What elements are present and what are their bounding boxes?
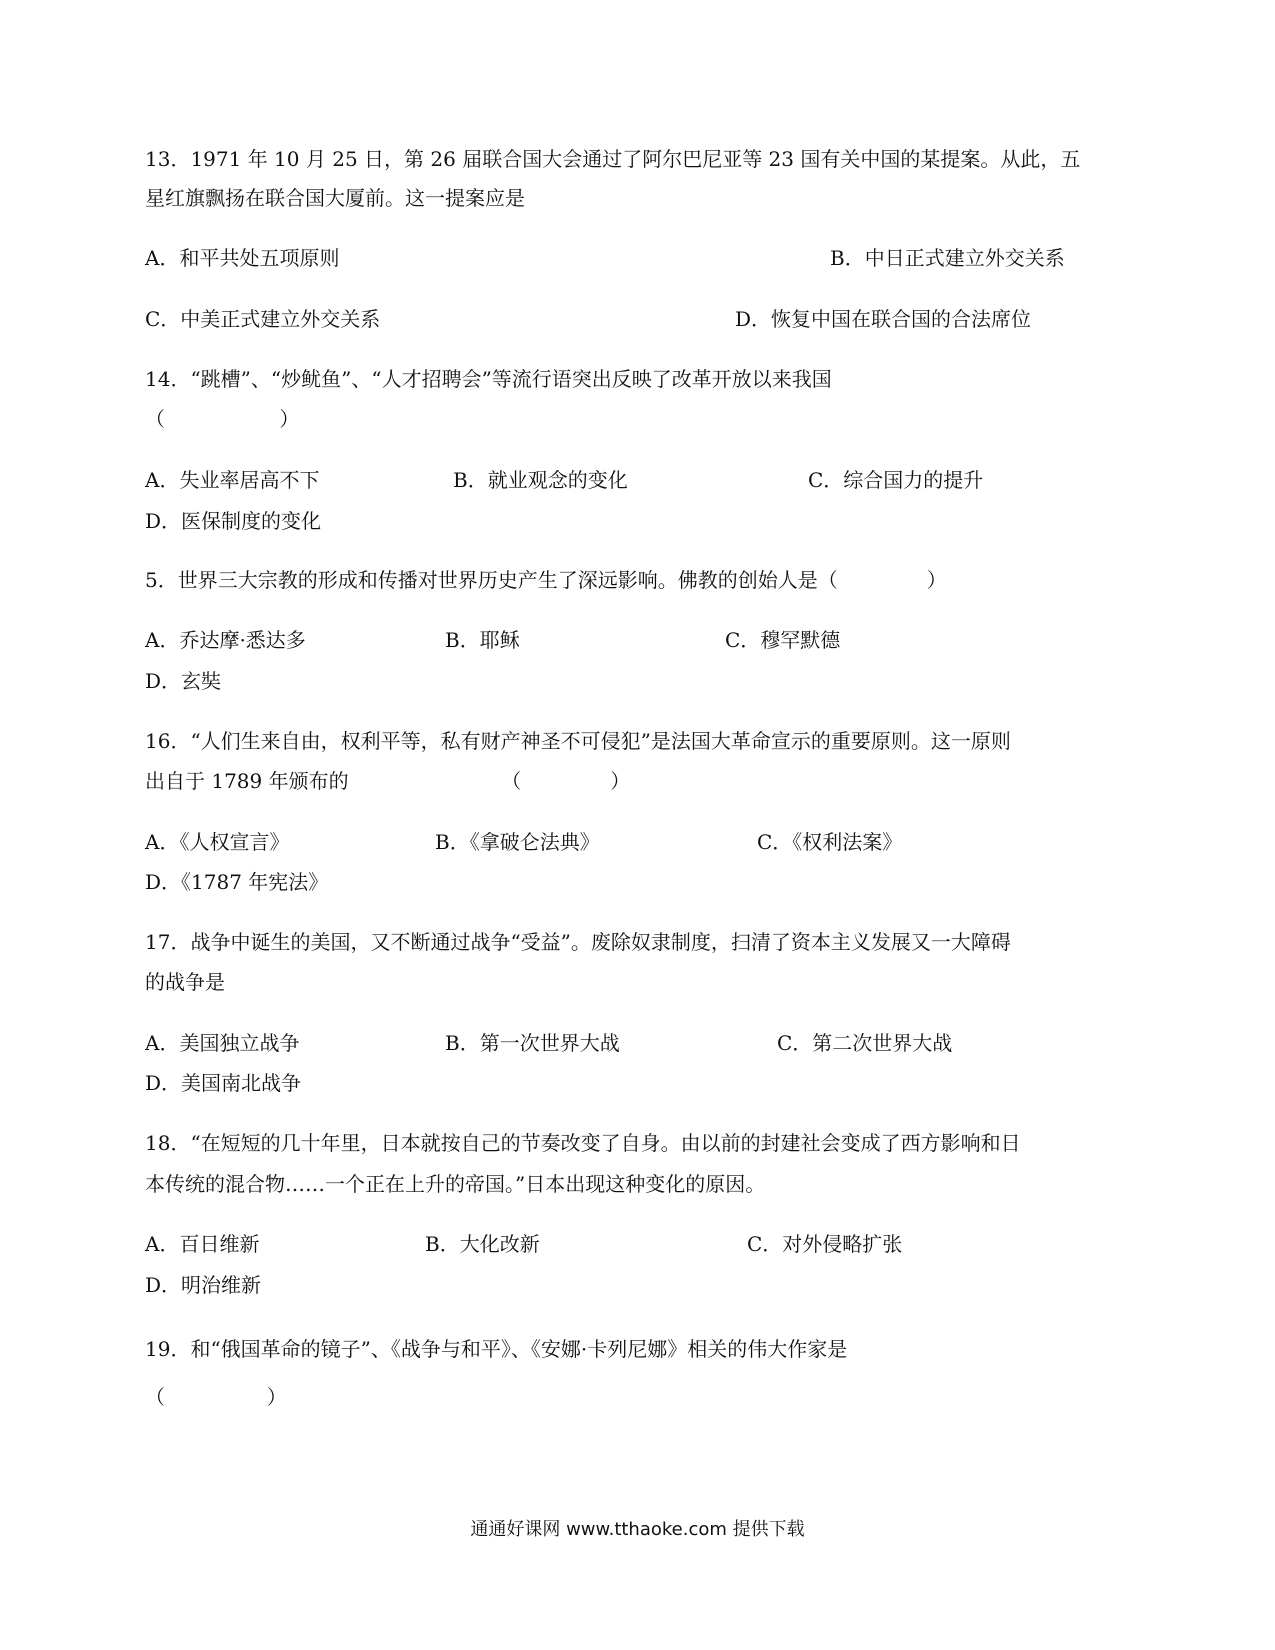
question-16-line-1: 16．“人们生来自由，权利平等，私有财产神圣不可侵犯”是法国大革命宣示的重要原则。这一原则 [145,729,1011,753]
question-17-option-d: D．美国南北战争 [145,1071,302,1095]
question-18-line-1: 18．“在短短的几十年里，日本就按自己的节奏改变了自身。由以前的封建社会变成了西方影响和日 [145,1131,1021,1155]
page-footer: 通通好课网 www.tthaoke.com 提供下载 [470,1519,805,1540]
question-17-line-1: 17．战争中诞生的美国，又不断通过战争“受益”。废除奴隶制度，扫清了资本主义发展又一大障碍 [145,930,1011,954]
question-13-option-d: D．恢复中国在联合国的合法席位 [735,307,1032,331]
question-13-option-c: C．中美正式建立外交关系 [145,307,381,331]
question-17-line-2: 的战争是 [145,970,225,994]
question-16-line-2: 出自于 1789 年颁布的 （ ） [145,769,631,793]
question-16-option-b: B．《拿破仑法典》 [435,830,600,854]
question-5-option-d: D．玄奘 [145,669,222,693]
question-16-option-d: D．《1787 年宪法》 [145,870,329,894]
question-18-option-b: B．大化改新 [425,1232,540,1256]
question-19-answer-blank: （ ） [145,1385,287,1409]
question-14-option-d: D．医保制度的变化 [145,509,322,533]
question-13-option-a: A．和平共处五项原则 [145,246,340,270]
question-14-answer-blank: （ ） [145,407,300,431]
question-18-option-d: D．明治维新 [145,1273,262,1297]
question-14-option-c: C．综合国力的提升 [808,468,984,492]
question-17-option-b: B．第一次世界大战 [445,1031,620,1055]
question-16-option-c: C．《权利法案》 [757,830,903,854]
question-17-option-c: C．第二次世界大战 [777,1031,953,1055]
question-13-option-b: B．中日正式建立外交关系 [830,246,1065,270]
question-16-option-a: A．《人权宣言》 [145,830,290,854]
question-19-line-1: 19．和“俄国革命的镜子”、《战争与和平》、《安娜·卡列尼娜》相关的伟大作家是 [145,1337,848,1361]
question-18-option-c: C．对外侵略扩张 [747,1232,903,1256]
question-18-line-2: 本传统的混合物……一个正在上升的帝国。”日本出现这种变化的原因。 [145,1172,766,1196]
question-13-line-1: 13．1971 年 10 月 25 日，第 26 届联合国大会通过了阿尔巴尼亚等 23 国有关中国的某提案。从此，五 [145,147,1081,171]
question-18-option-a: A．百日维新 [145,1232,260,1256]
question-14-option-b: B．就业观念的变化 [453,468,628,492]
question-5-option-b: B．耶稣 [445,628,520,652]
question-14-option-a: A．失业率居高不下 [145,468,320,492]
question-17-option-a: A．美国独立战争 [145,1031,300,1055]
question-5-option-c: C．穆罕默德 [725,628,841,652]
question-5-line-1: 5．世界三大宗教的形成和传播对世界历史产生了深远影响。佛教的创始人是（ ） [145,568,947,592]
question-14-line-1: 14．“跳槽”、“炒鱿鱼”、“人才招聘会”等流行语突出反映了改革开放以来我国 [145,367,832,391]
question-5-option-a: A．乔达摩·悉达多 [145,628,306,652]
question-13-line-2: 星红旗飘扬在联合国大厦前。这一提案应是 [145,186,525,210]
